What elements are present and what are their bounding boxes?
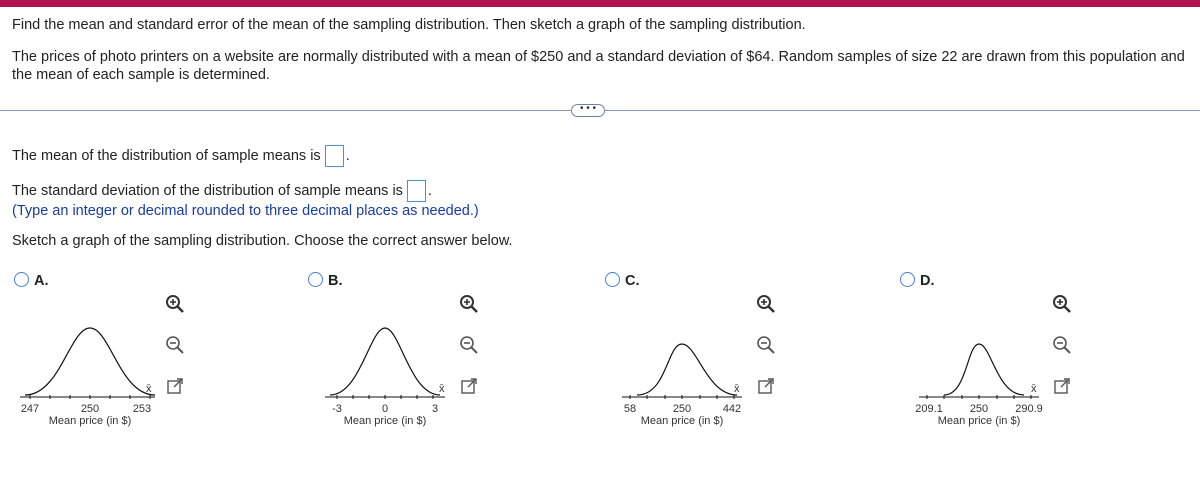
option-d[interactable] [900,272,935,289]
radio-c[interactable] [605,272,620,287]
option-d-label: D. [920,273,935,289]
x-axis-label: Mean price (in $) [640,415,724,427]
option-a-label: A. [34,273,49,289]
radio-d[interactable] [900,272,915,287]
zoom-out-icon[interactable] [459,335,479,355]
mean-question [12,145,350,167]
zoom-out-icon[interactable] [1052,335,1072,355]
radio-b[interactable] [308,272,323,287]
option-c-label: C. [625,273,640,289]
zoom-in-icon[interactable] [1052,294,1072,314]
question-problem: The prices of photo printers on a website are normally distributed with a mean of $250 and a standard deviation of $64. Random samples of size 22 are drawn from this population and the mean of each sample is determined. [12,49,1185,83]
question-instruction: Find the mean and standard error of the mean of the sampling distribution. Then sketch a graph of the sampling distribution. [12,17,806,33]
tick-right: 3 [431,403,439,415]
zoom-in-icon[interactable] [459,294,479,314]
tick-center: 250 [672,403,692,415]
tick-left: 58 [623,403,637,415]
option-a[interactable] [14,272,49,289]
zoom-in-icon[interactable] [165,294,185,314]
mean-answer-input[interactable] [325,145,344,167]
graph-a-tools [165,294,189,417]
x-var-label: x̄ [146,383,152,395]
x-axis-label: Mean price (in $) [937,415,1021,427]
tick-right: 290.9 [1015,403,1043,415]
zoom-in-icon[interactable] [756,294,776,314]
sd-question [12,180,432,202]
tick-right: 442 [722,403,742,415]
graph-c-tools [756,294,780,417]
x-axis-label: Mean price (in $) [48,415,132,427]
option-b[interactable] [308,272,343,289]
option-b-label: B. [328,273,343,289]
tick-center: 250 [80,403,100,415]
tick-left: 247 [20,403,40,415]
graph-b-tools [459,294,483,417]
tick-center: 0 [381,403,389,415]
expand-icon[interactable] [459,376,479,396]
tick-left: -3 [332,403,342,415]
answer-hint: (Type an integer or decimal rounded to three decimal places as needed.) [12,203,479,219]
x-var-label: x̄ [1031,383,1037,395]
top-accent-bar [0,0,1200,7]
sd-answer-input[interactable] [407,180,426,202]
tick-center: 250 [969,403,989,415]
zoom-out-icon[interactable] [165,335,185,355]
tick-right: 253 [132,403,152,415]
graph-d-tools [1052,294,1076,417]
expand-icon[interactable] [165,376,185,396]
more-button[interactable]: • • • [571,104,605,117]
x-var-label: x̄ [439,383,445,395]
sd-prompt: The standard deviation of the distribution of sample means is [12,182,403,199]
tick-left: 209.1 [915,403,943,415]
expand-icon[interactable] [756,376,776,396]
x-axis-label: Mean price (in $) [343,415,427,427]
expand-icon[interactable] [1052,376,1072,396]
sketch-prompt: Sketch a graph of the sampling distribution. Choose the correct answer below. [12,233,513,249]
mean-prompt: The mean of the distribution of sample means is [12,147,321,164]
period: . [427,182,432,199]
radio-a[interactable] [14,272,29,287]
period: . [345,147,350,164]
zoom-out-icon[interactable] [756,335,776,355]
option-c[interactable] [605,272,640,289]
x-var-label: x̄ [734,383,740,395]
